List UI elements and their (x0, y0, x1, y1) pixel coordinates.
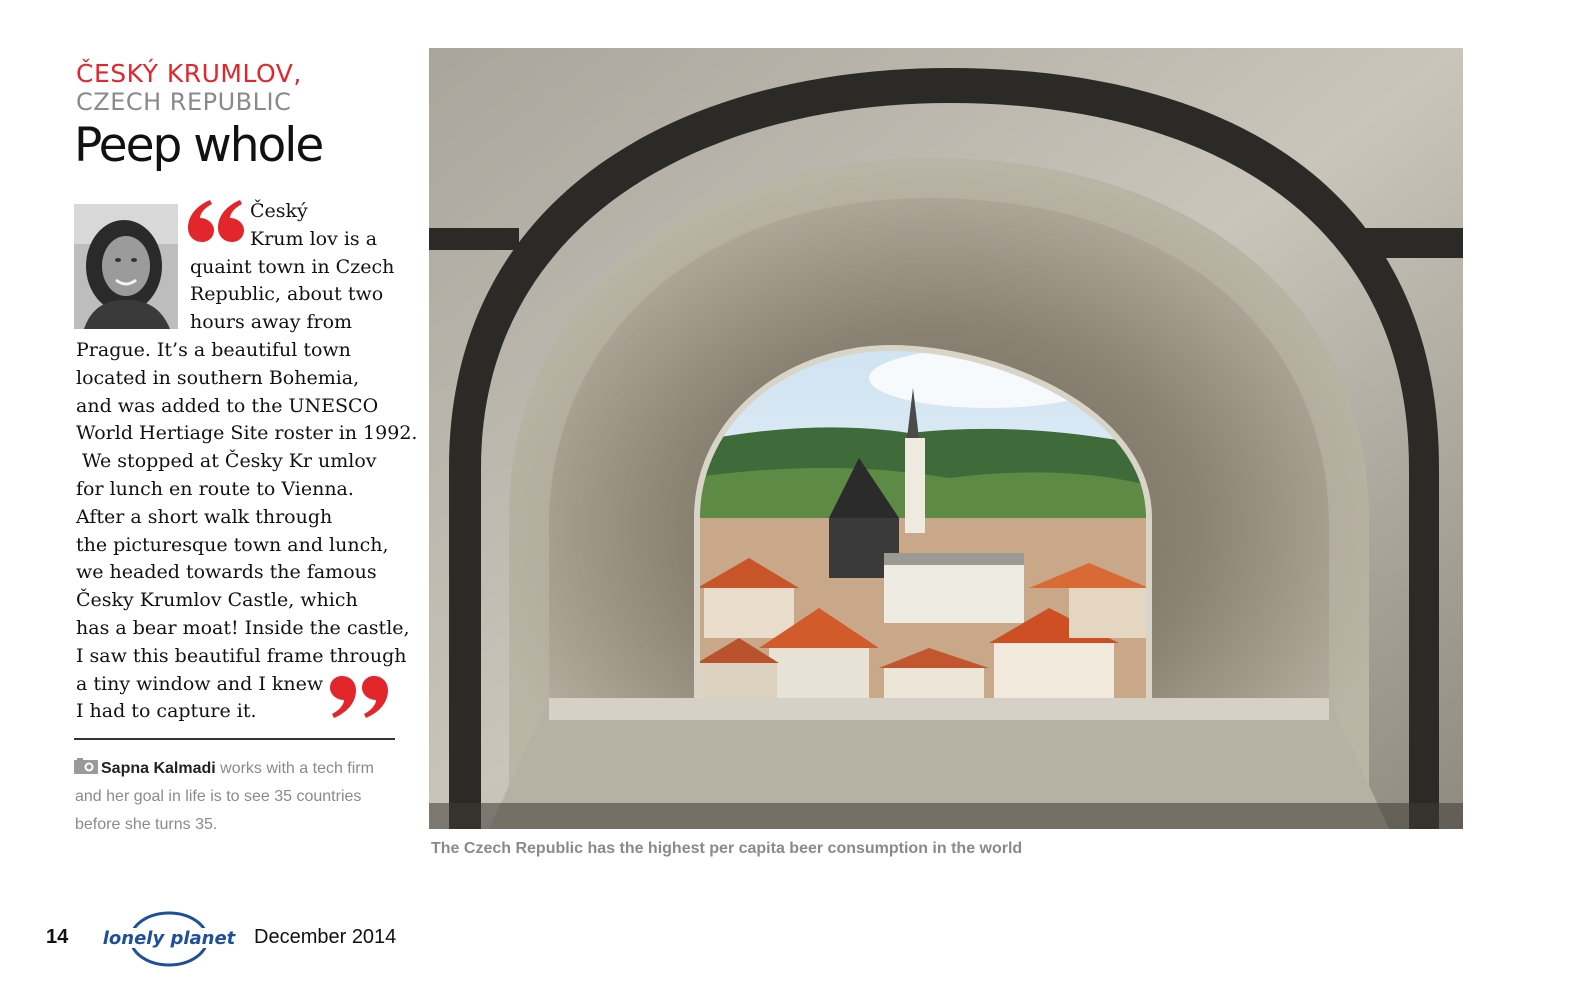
body-line: we headed towards the famous (76, 561, 377, 584)
body-line: for lunch en route to Vienna. (76, 477, 354, 500)
lonely-planet-logo (102, 910, 236, 968)
issue-date: December 2014 (254, 926, 397, 948)
photo-caption: The Czech Republic has the highest per capita beer consumption in the world (431, 840, 1023, 857)
body-line: I had to capture it. (76, 700, 257, 723)
body-line: and was added to the UNESCO (76, 394, 379, 417)
brand-wordmark: lonely planet (102, 928, 236, 949)
bio-text: works with a tech firm (215, 760, 374, 777)
body-line: I saw this beautiful frame through (76, 644, 407, 667)
body-line: a tiny window and I knew (76, 672, 324, 695)
body-line: quaint town in Czech (190, 255, 395, 278)
body-line: hours away from (190, 311, 353, 334)
page-number: 14 (46, 926, 69, 948)
location-country: CZECH REPUBLIC (76, 88, 292, 116)
body-line: We stopped at Česky Kr umlov (76, 450, 377, 473)
location-title: ČESKÝ KRUMLOV, (76, 59, 302, 88)
close-quote-icon (330, 674, 390, 720)
bio-text: and her goal in life is to see 35 countries (75, 788, 362, 805)
body-line: Český (250, 200, 308, 222)
body-line: the picturesque town and lunch, (76, 533, 389, 556)
body-line: Prague. It’s a beautiful town (76, 338, 351, 361)
divider-rule (74, 738, 395, 740)
article-headline: Peep whole (74, 118, 323, 173)
body-line: After a short walk through (76, 505, 333, 528)
author-name: Sapna Kalmadi (101, 760, 216, 777)
body-line: Republic, about two (190, 283, 384, 306)
body-line: Krum lov is a (250, 227, 378, 250)
author-bio (75, 755, 405, 839)
bio-text: before she turns 35. (75, 816, 218, 833)
body-line: has a bear moat! Inside the castle, (76, 616, 410, 639)
body-line: World Hertiage Site roster in 1992. (76, 422, 418, 445)
article-body (76, 198, 418, 726)
body-line: located in southern Bohemia, (76, 366, 360, 389)
body-line: Česky Krumlov Castle, which (76, 589, 358, 612)
arched-window-photo (429, 48, 1463, 829)
